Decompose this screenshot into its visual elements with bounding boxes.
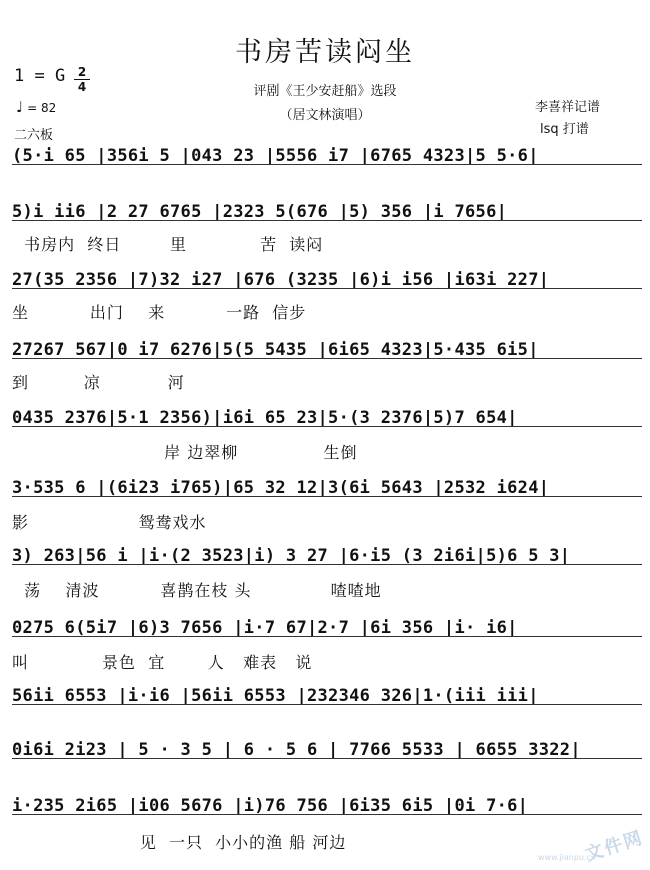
tempo-value: = 82 bbox=[27, 101, 57, 115]
song-title: 书房苦读闷坐 bbox=[235, 37, 415, 68]
quarter-note-icon: ♩ bbox=[16, 98, 24, 116]
lyric-line: 荡 清波 喜鹊在枝 头 喳喳地 bbox=[12, 581, 382, 600]
notation-line: 3) 263|56 i |i·(2 3523|i) 3 27 |6·i5 (3 2i6i|5)6 5 3| bbox=[12, 546, 642, 566]
time-signature bbox=[74, 66, 90, 93]
lyric-line: 到 凉 河 bbox=[12, 373, 185, 392]
tempo-marking bbox=[16, 98, 56, 116]
lyric-line: 影 鸳鸯戏水 bbox=[12, 513, 207, 532]
notation-line: (5·i 65 |356i 5 |043 23 |5556 i7 |6765 4323|5 5·6| bbox=[12, 146, 642, 166]
notation-line: 27(35 2356 |7)32 i27 |676 (3235 |6)i i56 |i63i 227| bbox=[12, 270, 642, 290]
notation-line: 3·535 6 |(6i23 i765)|65 32 12|3(6i 5643 |2532 i624| bbox=[12, 478, 642, 498]
notation-line: 0i6i 2i23 | 5 · 3 5 | 6 · 5 6 | 7766 5533 | 6655 3322| bbox=[12, 740, 642, 760]
meter-label: 二六板 bbox=[14, 128, 54, 143]
typesetter-credit: lsq 打谱 bbox=[540, 122, 589, 137]
lyric-line: 书房内 终日 里 苦 读闷 bbox=[12, 235, 324, 254]
notation-line: 56ii 6553 |i·i6 |56ii 6553 |232346 326|1·(iii iii| bbox=[12, 686, 642, 706]
lyric-line: 见 一只 小小的渔 船 河边 bbox=[12, 833, 347, 852]
notation-line: 5)i ii6 |2 27 6765 |2323 5(676 |5) 356 |i 7656| bbox=[12, 202, 642, 222]
opera-subtitle: 评剧《王少安赶船》选段 bbox=[253, 84, 397, 99]
lyric-line: 叫 景色 宜 人 难表 说 bbox=[12, 653, 313, 672]
notation-line: 0275 6(5i7 |6)3 7656 |i·7 67|2·7 |6i 356 |i· i6| bbox=[12, 618, 642, 638]
performer-credit: （居文林演唱） bbox=[279, 108, 371, 123]
notation-line: 27267 567|0 i7 6276|5(5 5435 |6i65 4323|5·435 6i5| bbox=[12, 340, 642, 360]
transcriber-credit: 李喜祥记谱 bbox=[535, 100, 601, 115]
time-signature-bottom: 4 bbox=[77, 80, 87, 94]
watermark-url: www.jianpu.cn bbox=[537, 853, 596, 862]
time-signature-top: 2 bbox=[77, 65, 87, 79]
notation-line: 0435 2376|5·1 2356)|i6i 65 23|5·(3 2376|5)7 654| bbox=[12, 408, 642, 428]
notation-line: i·235 2i65 |i06 5676 |i)76 756 |6i35 6i5 |0i 7·6| bbox=[12, 796, 642, 816]
key-signature: 1 = G bbox=[14, 66, 66, 86]
lyric-line: 坐 出门 来 一路 信步 bbox=[12, 303, 307, 322]
lyric-line: 岸 边翠柳 生倒 bbox=[12, 443, 358, 462]
site-watermark: 文件网 bbox=[582, 827, 647, 866]
